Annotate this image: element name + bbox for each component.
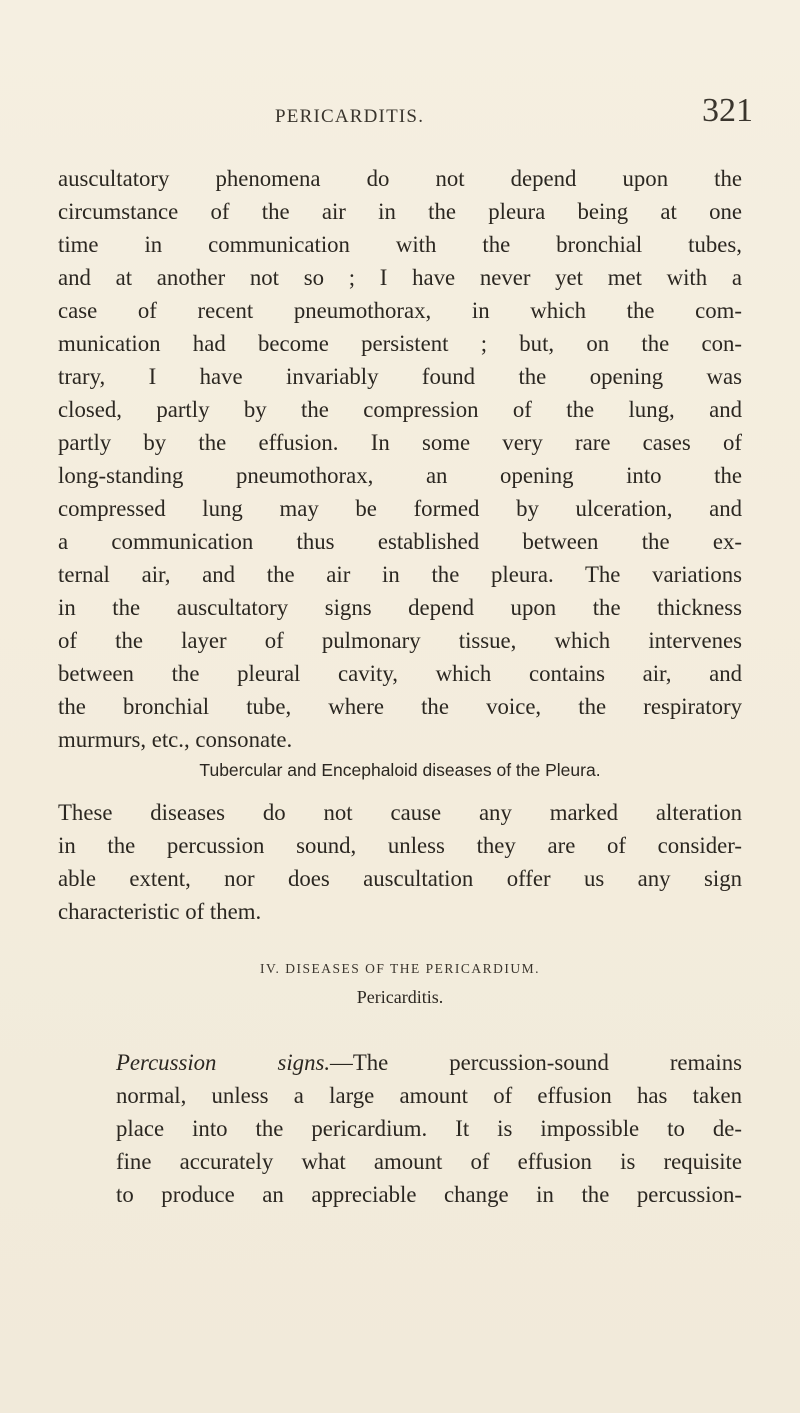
text-line-first xyxy=(58,1046,742,1079)
text-line: time in communication with the bronchial tubes, xyxy=(58,232,742,257)
text-line: in the percussion sound, unless they are of consider- xyxy=(58,833,742,858)
text-line: trary, I have invariably found the opening was xyxy=(58,364,742,389)
text-line: to produce an appreciable change in the percussion- xyxy=(116,1182,742,1207)
text-line: munication had become persistent ; but, on the con- xyxy=(58,331,742,356)
text-line: able extent, nor does auscultation offer us any sign xyxy=(58,866,742,891)
text-line: fine accurately what amount of effusion is requisite xyxy=(116,1149,742,1174)
paragraph-auscultatory xyxy=(58,162,742,756)
running-head xyxy=(0,92,800,138)
text-line: circumstance of the air in the pleura being at one xyxy=(58,199,742,224)
text-line: closed, partly by the compression of the lung, and xyxy=(58,397,742,422)
running-title: PERICARDITIS. xyxy=(275,106,425,127)
section-heading: IV. DISEASES OF THE PERICARDIUM. xyxy=(259,961,541,976)
text-line: case of recent pneumothorax, in which the com- xyxy=(58,298,742,323)
text-line: compressed lung may be formed by ulceration, and xyxy=(58,496,742,521)
text-line: and at another not so ; I have never yet met with a xyxy=(58,265,742,290)
text-line: a communication thus established between the ex- xyxy=(58,529,742,554)
text-line: in the auscultatory signs depend upon the thickness xyxy=(58,595,742,620)
text-line: These diseases do not cause any marked alteration xyxy=(58,800,742,825)
section-subheading: Pericarditis. xyxy=(356,987,444,1007)
text-line: the bronchial tube, where the voice, the respiratory xyxy=(58,694,742,719)
text-line: murmurs, etc., consonate. xyxy=(58,727,293,752)
paragraph-diseases xyxy=(58,796,742,928)
text-line: ternal air, and the air in the pleura. The variations xyxy=(58,562,742,587)
text-line: normal, unless a large amount of effusion has taken xyxy=(116,1083,742,1108)
paragraph-percussion xyxy=(58,1046,742,1211)
text-line: long-standing pneumothorax, an opening into the xyxy=(58,463,742,488)
text-line: place into the pericardium. It is impossible to de- xyxy=(116,1116,742,1141)
text-line: auscultatory phenomena do not depend upon the xyxy=(58,166,742,191)
text-line: characteristic of them. xyxy=(58,899,262,924)
subheading-pleura: Tubercular and Encephaloid diseases of the Pleura. xyxy=(199,760,601,780)
text-line: of the layer of pulmonary tissue, which intervenes xyxy=(58,628,742,653)
italic-lead: Percussion signs. xyxy=(116,1050,331,1075)
text-line: between the pleural cavity, which contains air, and xyxy=(58,661,742,686)
text-line: partly by the effusion. In some very rare cases of xyxy=(58,430,742,455)
page-number: 321 xyxy=(702,92,753,129)
text-line-rest: —The percussion-sound remains xyxy=(330,1050,743,1075)
